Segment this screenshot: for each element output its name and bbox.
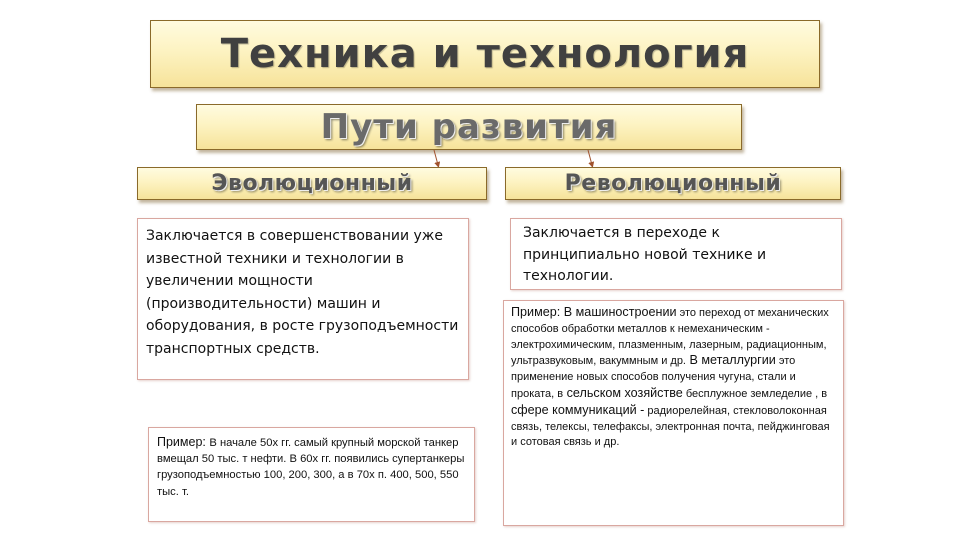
revolutionary-header: [505, 167, 841, 200]
revolutionary-example-lead: Пример: В машиностроении: [511, 305, 677, 319]
evolutionary-description: Заключается в совершенствовании уже известной техники и технологии в увеличении мощности (производительности) машин и оборудования, в росте грузоподъемности транспортных средств.: [146, 228, 459, 357]
evolutionary-example-box: [148, 427, 475, 522]
revolutionary-label: Революционный: [564, 171, 782, 196]
evolutionary-example-text: В начале 50х гг. самый крупный морской танкер вмещал 50 тыс. т нефти. В 60х гг. появились супертанкеры грузоподъемностью 100, 200, 300, а в 70х п. 400, 500, 550 тыс. т.: [157, 437, 465, 498]
revolutionary-example-communication: сфере коммуникаций -: [511, 402, 645, 417]
arrow-to-evolutionary: [434, 150, 438, 165]
arrow-to-revolutionary: [588, 150, 592, 165]
evolutionary-header: [137, 167, 487, 200]
subtitle: Пути развития: [320, 107, 618, 147]
revolutionary-description: Заключается в переходе к принципиально новой технике и технологии.: [523, 225, 767, 284]
evolutionary-example-lead: Пример:: [157, 435, 210, 449]
title-box: [150, 20, 820, 88]
subtitle-box: [196, 104, 742, 150]
revolutionary-example-part2: это применение новых способов получения чугуна, стали и проката, в: [511, 355, 796, 400]
revolutionary-example-part4: радиорелейная, стекловолоконная связь, телексы, телефаксы, электронная почта, пейджинговая и сотовая связь и др.: [511, 404, 830, 449]
revolutionary-example-part3: бесплужное земледелие , в: [682, 387, 828, 400]
revolutionary-example-metallurgy: В металлургии: [686, 353, 776, 368]
revolutionary-example-agriculture: сельском хозяйстве: [563, 385, 683, 400]
revolutionary-description-box: [510, 218, 842, 290]
evolutionary-example: [157, 434, 466, 500]
revolutionary-example-part1: это переход от механических способов обработки металлов к немеханическим - электрохимическим, плазменным, лазерным, радиационным, ультразвуковым, вакуммным и др.: [511, 307, 829, 368]
revolutionary-example: [511, 305, 836, 451]
evolutionary-label: Эволюционный: [211, 171, 413, 196]
evolutionary-description-box: [137, 218, 469, 380]
page-title: Техника и технология: [220, 31, 750, 77]
revolutionary-example-box: [503, 300, 844, 526]
